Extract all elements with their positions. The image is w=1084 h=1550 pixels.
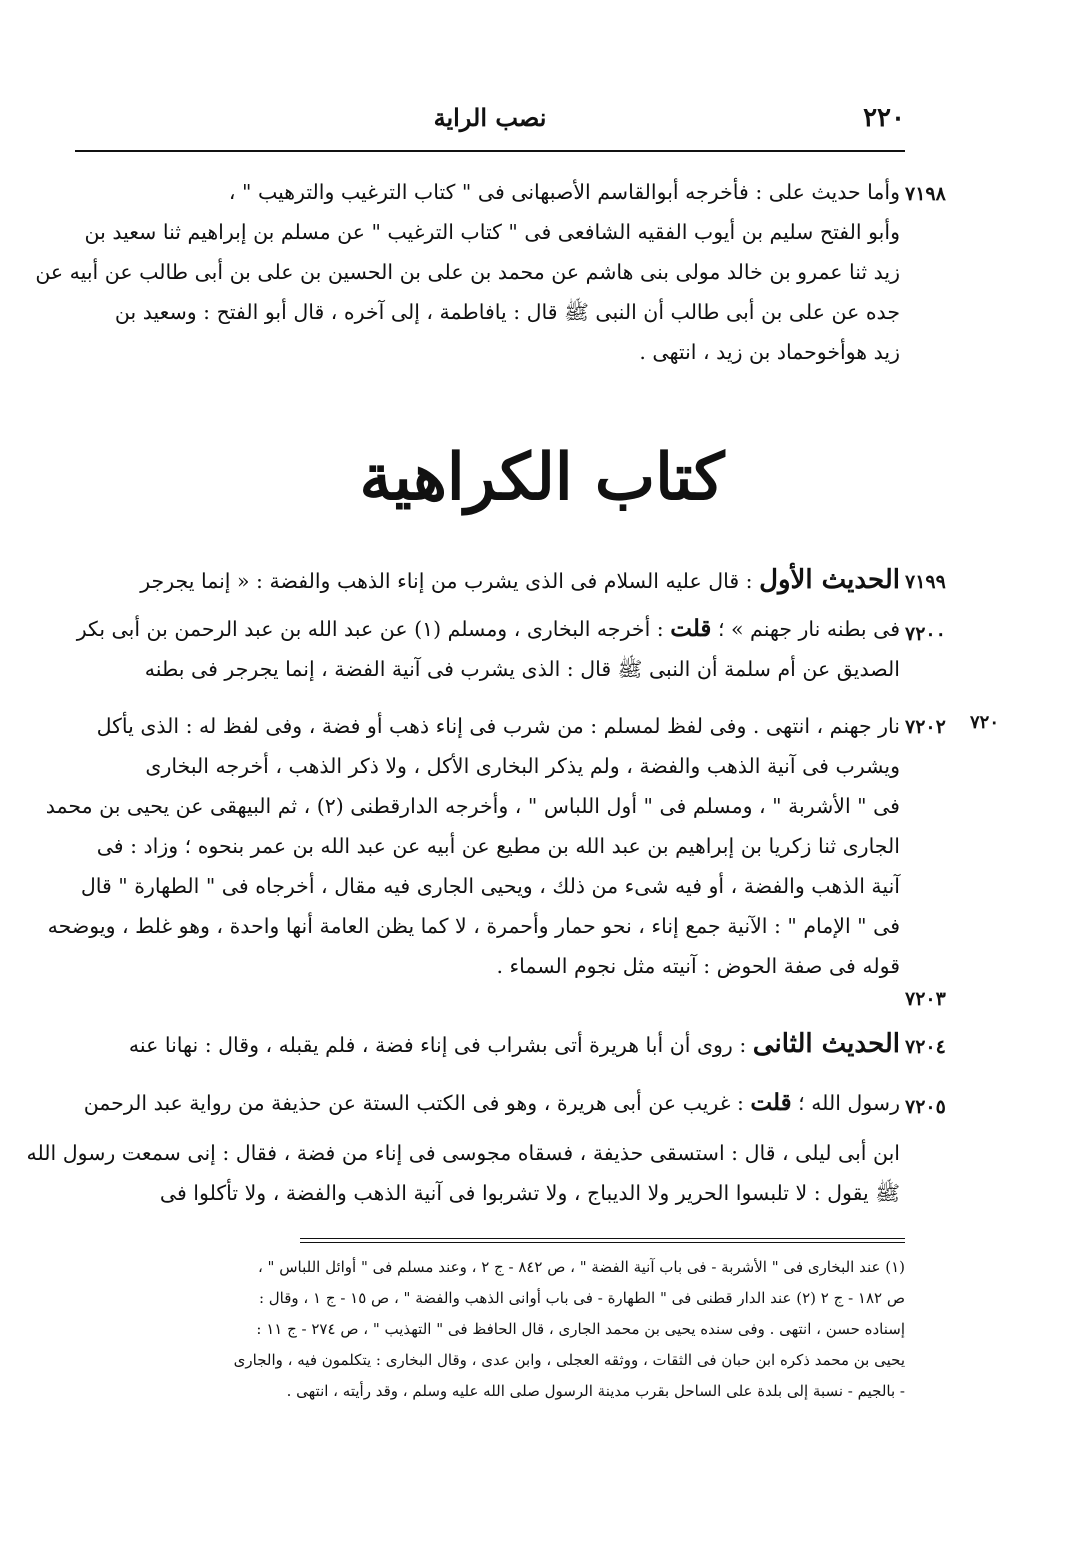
text-line [75, 1083, 900, 1123]
running-title: نصب الراية [433, 103, 547, 132]
entry-number: ٧١٩٩ [905, 571, 946, 593]
footnote-line: - بالجيم - نسبة إلى بلدة على الساحل بقرب مدينة الرسول صلى الله عليه وسلم ، وقد رأيته ، انتهى . [286, 1382, 905, 1400]
text-line: فى " الإمام " : الآنية جمع إناء ، نحو حمار وأحمرة ، لا كما يظن العامة أنها واحدة ، وهو غلط ، ويوضحه [47, 914, 900, 938]
text-line: زيد ثنا عمرو بن خالد مولى بنى هاشم عن محمد بن على بن الحسين بن على بن أبى طالب عن أبيه عن [35, 260, 900, 284]
entry-7198-text [35, 172, 900, 372]
header-rule [75, 150, 905, 152]
entry-number: ٧١٩٨ [905, 183, 946, 205]
text-line: ﷺ يقول : لا تلبسوا الحرير ولا الديباج ، ولا تشربوا فى آنية الذهب والفضة ، ولا تأكلوا فى [159, 1181, 900, 1205]
footnote-line: ص ١٨٢ - ج ٢ (٢) عند الدار قطنى فى " الطهارة - فى باب أوانى الذهب والفضة " ، ص ١٥ - ج ١ ، وقال : [258, 1289, 905, 1307]
text-line: وأما حديث على : فأخرجه أبوالقاسم الأصبهانى فى " كتاب الترغيب والترهيب " ، [228, 180, 900, 204]
footnote-line: يحيى بن محمد ذكره ابن حبان فى الثقات ، ووثقه العجلى ، وابن عدى ، وقال البخارى : يتكلمون فيه ، والجارى [233, 1351, 905, 1369]
hadith-heading: الحديث الأول [759, 565, 900, 595]
text-line: نار جهنم ، انتهى . وفى لفظ لمسلم : من شرب فى إناء ذهب أو فضة ، وفى لفظ له : الذى يأكل [96, 714, 900, 738]
entry-number: ٧٢٠٤ [905, 1036, 946, 1058]
hadith-2-text [26, 1024, 900, 1213]
footnote-rule [300, 1238, 905, 1239]
text-line [75, 560, 900, 601]
text-line: زيد هوأخوحماد بن زيد ، انتهى . [639, 340, 900, 364]
qultu-marker: قلت [670, 615, 712, 642]
text-line: الصديق عن أم سلمة أن النبى ﷺ قال : الذى يشرب فى آنية الفضة ، إنما يجرجر فى بطنه [144, 657, 900, 681]
text-line: وأبو الفتح سليم بن أيوب الفقيه الشافعى فى " كتاب الترغيب " عن مسلم بن إبراهيم ثنا سعيد بن [84, 220, 900, 244]
page-header [75, 103, 905, 143]
text-line [75, 609, 900, 649]
hadith-heading: الحديث الثانى [752, 1029, 900, 1059]
block-7202-text [45, 706, 900, 986]
entry-number: ٧٢٠٥ [905, 1096, 946, 1118]
footnotes [75, 1252, 905, 1407]
qultu-marker: قلت [750, 1089, 792, 1116]
footnote-rule-inner [300, 1242, 905, 1243]
text-span: فى بطنه نار جهنم » ؛ [717, 617, 900, 641]
text-line: ويشرب فى آنية الذهب والفضة ، ولم يذكر البخارى الأكل ، ولا ذكر الذهب ، أخرجه البخارى [145, 754, 900, 778]
entry-number: ٧٢٠٢ [905, 716, 946, 738]
footnote-line: (١) عند البخارى فى " الأشربة - فى باب آنية الفضة " ، ص ٨٤٢ - ج ٢ ، وعند مسلم فى " أوائل اللباس " ، [257, 1258, 905, 1276]
entry-number: ٧٢٠٠ [905, 623, 946, 645]
text-line: قوله فى صفة الحوض : آنيته مثل نجوم السماء . [496, 954, 900, 978]
text-line: الجارى ثنا زكريا بن إبراهيم بن عبد الله بن مطيع عن أبيه عن عبد الله بن عمر بنحوه ؛ وزاد : فى [96, 834, 900, 858]
text-span: رسول الله ؛ [798, 1091, 900, 1115]
text-span: : قال عليه السلام فى الذى يشرب من إناء الذهب والفضة : « إنما يجرجر [140, 569, 753, 593]
text-line: آنية الذهب والفضة ، أو فيه شىء من ذلك ، ويحيى الجارى فيه مقال ، أخرجاه فى " الطهارة " قال [80, 874, 900, 898]
text-line: ابن أبى ليلى ، قال : استسقى حذيفة ، فسقاه مجوسى فى إناء من فضة ، فقال : إنى سمعت رسول الله [26, 1141, 900, 1165]
footnote-line: إسناده حسن ، انتهى . وفى سنده يحيى بن محمد الجارى ، قال الحافظ فى " التهذيب " ، ص ٢٧٤ - ج ١١ : [256, 1320, 905, 1338]
margin-number: ٧٢٠ [970, 712, 1000, 733]
text-line [75, 1024, 900, 1065]
book-section-title: كتاب الكراهية [359, 440, 725, 515]
text-line: جده عن على بن أبى طالب أن النبى ﷺ قال : يافاطمة ، إلى آخره ، قال أبو الفتح : وسعيد بن [114, 300, 900, 324]
text-span: : روى أن أبا هريرة أتى بشراب فى إناء فضة ، فلم يقبله ، وقال : نهانا عنه [128, 1033, 747, 1057]
hadith-1-text [75, 560, 900, 689]
entry-number: ٧٢٠٣ [905, 988, 946, 1010]
text-span: : غريب عن أبى هريرة ، وهو فى الكتب الستة عن حذيفة من رواية عبد الرحمن [83, 1091, 744, 1115]
text-line: فى " الأشربة " ، ومسلم فى " أول اللباس " ، وأخرجه الدارقطنى (٢) ، ثم البيهقى عن يحيى بن محمد [45, 794, 900, 818]
text-span: : أخرجه البخارى ، ومسلم (١) عن عبد الله بن عبد الرحمن بن أبى بكر [76, 617, 664, 641]
page-number: ٢٢٠ [863, 103, 905, 133]
